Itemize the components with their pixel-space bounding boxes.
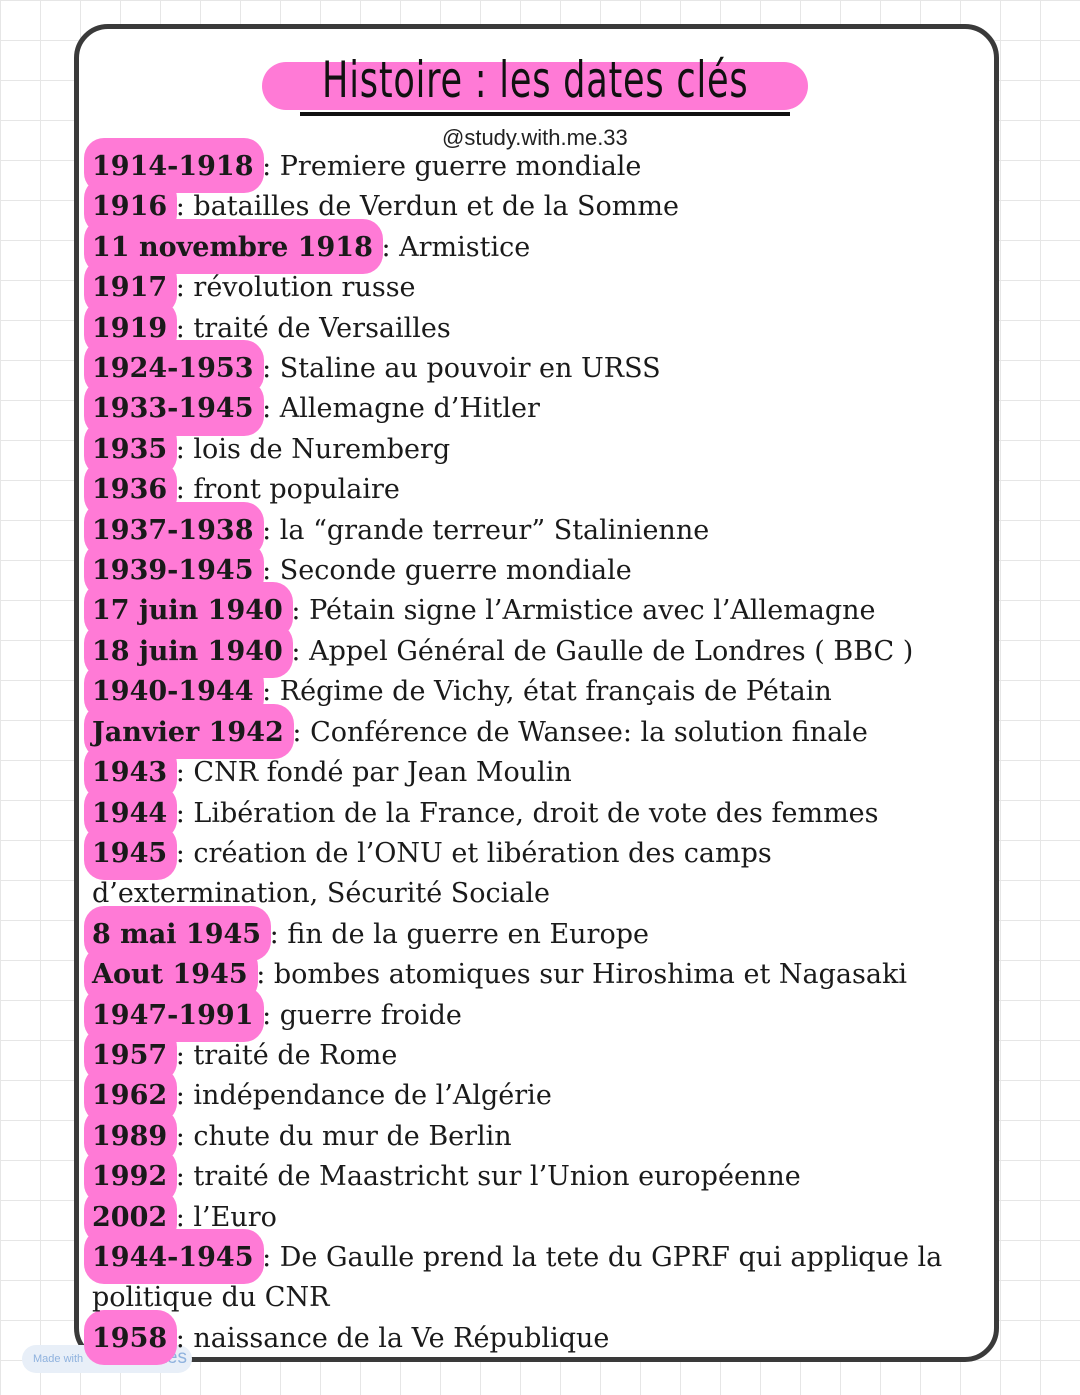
entry-date: 1943 [92,753,167,793]
entry-text: front populaire [193,474,400,506]
list-item: 1935 : lois de Nuremberg [92,430,972,470]
entry-date: 1940-1944 [92,672,254,712]
entry-date: Aout 1945 [92,955,248,995]
entry-text: révolution russe [193,272,416,304]
entry-text: traité de Rome [193,1039,398,1071]
entry-date: 18 juin 1940 [92,632,283,672]
entry-date: 1924-1953 [92,349,254,389]
list-item: 1936 : front populaire [92,470,972,510]
entry-date: 11 novembre 1918 [92,228,373,268]
list-item: Janvier 1942 : Conférence de Wansee: la solution finale [92,713,972,753]
made-with-label: Made with [33,1353,84,1365]
page-title: Histoire : les dates clés [322,51,749,109]
entry-date: 1914-1918 [92,147,254,187]
entry-date: 1992 [92,1157,167,1197]
list-item: 1914-1918 : Premiere guerre mondiale [92,147,972,187]
entry-date: 1945 [92,834,167,874]
entry-text: naissance de la Ve République [193,1322,610,1354]
entry-date: 1989 [92,1117,167,1157]
title-block [262,46,808,118]
list-item: 1916 : batailles de Verdun et de la Somme [92,187,972,227]
entry-date: 1939-1945 [92,551,254,591]
entry-text: l’Euro [193,1201,277,1233]
list-item: 1957 : traité de Rome [92,1036,972,1076]
list-item: 1919 : traité de Versailles [92,309,972,349]
entry-text: batailles de Verdun et de la Somme [193,191,679,223]
entry-text: fin de la guerre en Europe [287,918,649,950]
list-item: 1944 : Libération de la France, droit de vote des femmes [92,794,972,834]
list-item: 1943 : CNR fondé par Jean Moulin [92,753,972,793]
list-item: Aout 1945 : bombes atomiques sur Hiroshima et Nagasaki [92,955,972,995]
entry-text: De Gaulle prend la tete du GPRF qui applique la politique du CNR [92,1241,943,1314]
list-item: 1992 : traité de Maastricht sur l’Union européenne [92,1157,972,1197]
entry-text: Libération de la France, droit de vote des femmes [193,797,879,829]
entry-text: bombes atomiques sur Hiroshima et Nagasaki [273,959,907,991]
list-item: 1989 : chute du mur de Berlin [92,1117,972,1157]
list-item: 18 juin 1940 : Appel Général de Gaulle de Londres ( BBC ) [92,632,972,672]
entry-date: 1933-1945 [92,389,254,429]
list-item: 1958 : naissance de la Ve République [92,1319,972,1359]
entry-text: Allemagne d’Hitler [279,393,540,425]
entry-text: chute du mur de Berlin [193,1120,512,1152]
entry-text: Conférence de Wansee: la solution finale [310,716,868,748]
list-item: 1939-1945 : Seconde guerre mondiale [92,551,972,591]
list-item: 1937-1938 : la “grande terreur” Stalinienne [92,511,972,551]
author-handle: @study.with.me.33 [442,125,628,150]
entry-text: traité de Versailles [193,312,451,344]
title-underline [300,112,790,116]
entry-text: Pétain signe l’Armistice avec l’Allemagne [309,595,876,627]
entry-text: Régime de Vichy, état français de Pétain [279,676,832,708]
list-item: 1947-1991 : guerre froide [92,996,972,1036]
entry-date: 1937-1938 [92,511,254,551]
entry-date: 8 mai 1945 [92,915,261,955]
entry-date: Janvier 1942 [92,713,284,753]
entry-date: 1935 [92,430,167,470]
list-item: 1917 : révolution russe [92,268,972,308]
entry-date: 17 juin 1940 [92,591,283,631]
dates-list [92,147,972,1359]
entry-text: Staline au pouvoir en URSS [279,353,661,385]
entry-date: 1958 [92,1319,167,1359]
entry-date: 1944-1945 [92,1238,254,1278]
list-item: 1945 : création de l’ONU et libération des camps d’extermination, Sécurité Sociale [92,834,972,915]
entry-text: indépendance de l’Algérie [193,1080,552,1112]
entry-date: 1947-1991 [92,996,254,1036]
list-item: 8 mai 1945 : fin de la guerre en Europe [92,915,972,955]
entry-text: création de l’ONU et libération des camps d’extermination, Sécurité Sociale [92,837,772,910]
entry-text: traité de Maastricht sur l’Union européenne [193,1161,801,1193]
entry-date: 1957 [92,1036,167,1076]
entry-date: 2002 [92,1198,167,1238]
entry-text: Armistice [399,231,531,263]
list-item: 11 novembre 1918 : Armistice [92,228,972,268]
entry-date: 1919 [92,309,167,349]
entry-text: lois de Nuremberg [193,433,451,465]
entry-date: 1944 [92,794,167,834]
entry-text: CNR fondé par Jean Moulin [193,757,572,789]
list-item: 1944-1945 : De Gaulle prend la tete du GPRF qui applique la politique du CNR [92,1238,972,1319]
entry-text: Premiere guerre mondiale [279,151,642,182]
list-item: 1962 : indépendance de l’Algérie [92,1076,972,1116]
entry-date: 1916 [92,187,167,227]
list-item: 1933-1945 : Allemagne d’Hitler [92,389,972,429]
entry-text: Seconde guerre mondiale [279,555,632,587]
entry-date: 1917 [92,268,167,308]
goodnotes-logo: Goodnotes [94,1347,187,1368]
list-item: 2002 : l’Euro [92,1198,972,1238]
entry-text: guerre froide [279,999,462,1031]
entry-text: Appel Général de Gaulle de Londres ( BBC ) [309,635,914,667]
list-item: 1924-1953 : Staline au pouvoir en URSS [92,349,972,389]
list-item: 1940-1944 : Régime de Vichy, état français de Pétain [92,672,972,712]
list-item: 17 juin 1940 : Pétain signe l’Armistice avec l’Allemagne [92,591,972,631]
entry-text: la “grande terreur” Stalinienne [279,514,710,546]
entry-date: 1936 [92,470,167,510]
entry-date: 1962 [92,1076,167,1116]
